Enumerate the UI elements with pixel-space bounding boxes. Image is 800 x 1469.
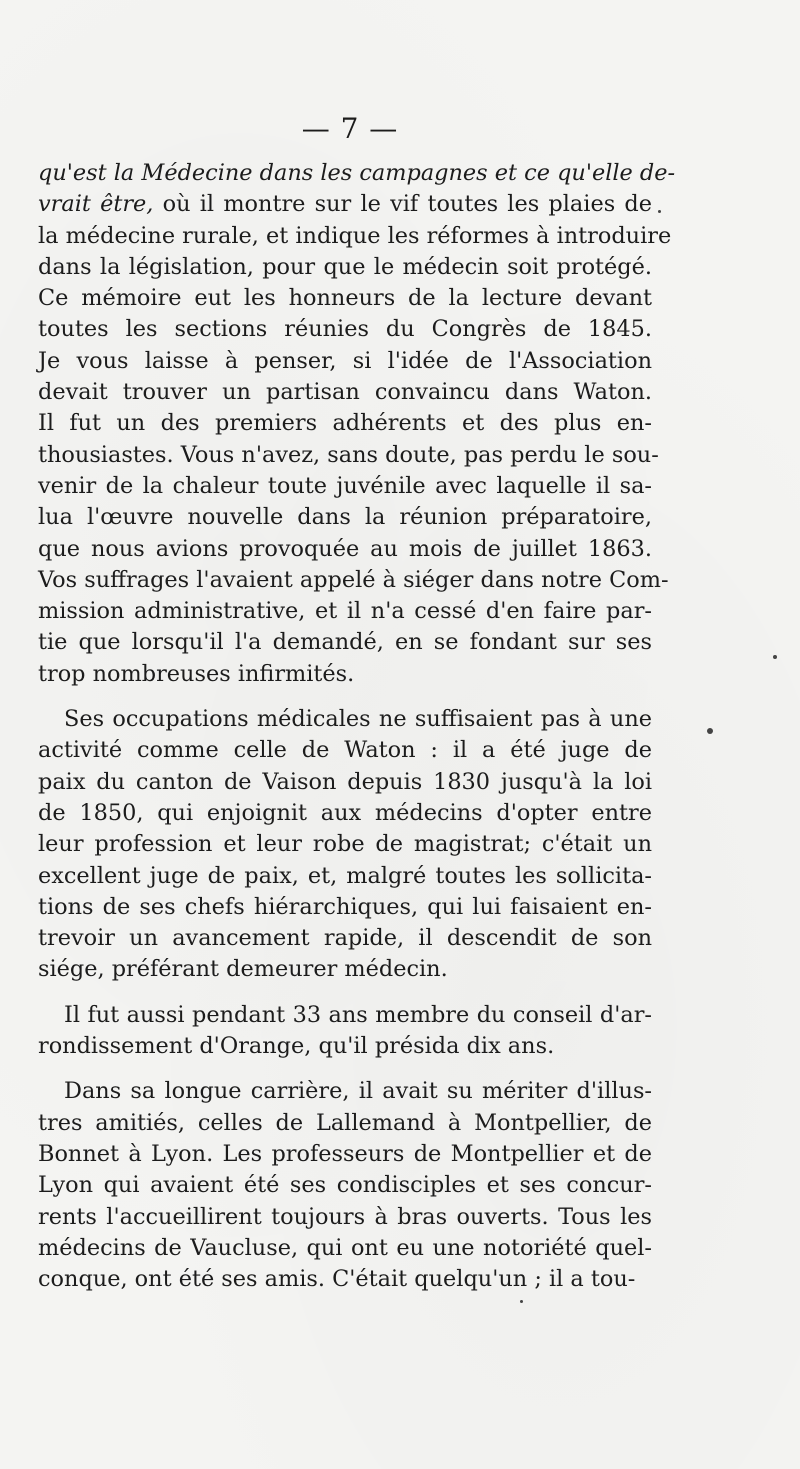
line-text: Vos suffrages l'avaient appelé à siéger dans notre Com- bbox=[38, 566, 669, 593]
text-line bbox=[38, 704, 652, 735]
line-text: siége, préférant demeurer médecin. bbox=[38, 956, 448, 983]
text-line bbox=[38, 829, 652, 860]
text-line bbox=[38, 596, 652, 627]
italic-title: qu'est la Médecine dans les campagnes et ce qu'elle de- bbox=[38, 160, 676, 186]
paper-speck bbox=[773, 655, 777, 659]
text-line bbox=[38, 923, 652, 954]
line-text: Dans sa longue carrière, il avait su mériter d'illus- bbox=[64, 1078, 652, 1105]
line-text: tions de ses chefs hiérarchiques, qui lui faisaient en- bbox=[38, 893, 652, 920]
line-text: Ce mémoire eut les honneurs de la lecture devant bbox=[38, 285, 652, 312]
text-line bbox=[38, 471, 652, 502]
text-line bbox=[38, 408, 652, 439]
text-line bbox=[38, 1264, 652, 1295]
body-text bbox=[38, 158, 676, 1295]
line-text: la médecine rurale, et indique les réformes à introduire bbox=[38, 222, 672, 249]
paragraph-gap bbox=[38, 986, 652, 1000]
line-text: trop nombreuses infirmités. bbox=[38, 660, 355, 687]
text-line bbox=[38, 1108, 652, 1139]
text-line bbox=[38, 735, 652, 766]
paper-speck bbox=[520, 1300, 523, 1303]
text-line bbox=[38, 1000, 652, 1031]
line-text: Ses occupations médicales ne suffisaient pas à une bbox=[64, 706, 652, 733]
page-number: — 7 — bbox=[301, 112, 399, 145]
line-text: thousiastes. Vous n'avez, sans doute, pas perdu le sou- bbox=[38, 441, 659, 468]
text-line bbox=[38, 346, 652, 377]
paragraph bbox=[38, 1076, 652, 1295]
text-line bbox=[38, 659, 652, 690]
text-line bbox=[38, 502, 652, 533]
text-line bbox=[38, 954, 652, 985]
text-line bbox=[38, 221, 672, 252]
text-line bbox=[38, 798, 652, 829]
text-line bbox=[38, 158, 676, 189]
text-line bbox=[38, 1233, 652, 1264]
paragraph bbox=[38, 1000, 652, 1063]
line-text: de 1850, qui enjoignit aux médecins d'opter entre bbox=[38, 799, 652, 826]
line-text: que nous avions provoquée au mois de juillet 1863. bbox=[38, 535, 652, 562]
line-text: leur profession et leur robe de magistrat; c'était un bbox=[38, 831, 652, 858]
paragraph bbox=[38, 704, 652, 986]
line-text: activité comme celle de Waton : il a été juge de bbox=[38, 737, 652, 764]
line-text: trevoir un avancement rapide, il descendit de son bbox=[38, 925, 652, 952]
line-text: rondissement d'Orange, qu'il présida dix ans. bbox=[38, 1033, 555, 1060]
line-text: excellent juge de paix, et, malgré toutes les sollicita- bbox=[38, 862, 652, 889]
text-line bbox=[38, 565, 669, 596]
line-text: venir de la chaleur toute juvénile avec laquelle il sa- bbox=[38, 472, 652, 499]
line-text: Il fut aussi pendant 33 ans membre du conseil d'ar- bbox=[64, 1001, 652, 1028]
text-line bbox=[38, 1202, 652, 1233]
paper-speck bbox=[707, 728, 713, 734]
line-text: Lyon qui avaient été ses condisciples et ses concur- bbox=[38, 1172, 652, 1199]
line-text: dans la législation, pour que le médecin soit protégé. bbox=[38, 253, 652, 280]
line-text: mission administrative, et il n'a cessé d'en faire par- bbox=[38, 598, 652, 625]
line-text: médecins de Vaucluse, qui ont eu une notoriété quel- bbox=[38, 1234, 652, 1261]
text-line bbox=[38, 1170, 652, 1201]
line-text: tres amitiés, celles de Lallemand à Montpellier, de bbox=[38, 1109, 652, 1136]
line-text: Bonnet à Lyon. Les professeurs de Montpellier et de bbox=[38, 1140, 652, 1167]
paragraph-gap bbox=[38, 1062, 652, 1076]
text-line bbox=[38, 1031, 652, 1062]
line-text: tie que lorsqu'il l'a demandé, en se fondant sur ses bbox=[38, 629, 652, 656]
text-line bbox=[38, 1139, 652, 1170]
line-text: lua l'œuvre nouvelle dans la réunion préparatoire, bbox=[38, 504, 652, 531]
text-line bbox=[38, 283, 652, 314]
paragraph-gap bbox=[38, 690, 652, 704]
line-text: Je vous laisse à penser, si l'idée de l'Association bbox=[38, 347, 652, 374]
text-line bbox=[38, 377, 652, 408]
text-line bbox=[38, 252, 652, 283]
line-text: Il fut un des premiers adhérents et des plus en- bbox=[38, 410, 652, 437]
line-text: conque, ont été ses amis. C'était quelqu'un ; il a tou- bbox=[38, 1266, 636, 1293]
italic-title: vrait être, bbox=[38, 191, 154, 218]
line-text: rents l'accueillirent toujours à bras ouverts. Tous les bbox=[38, 1203, 652, 1230]
line-text: toutes les sections réunies du Congrès de 1845. bbox=[38, 316, 652, 343]
text-line bbox=[38, 314, 652, 345]
text-line bbox=[38, 1076, 652, 1107]
paper-speck bbox=[658, 210, 661, 213]
text-line bbox=[38, 627, 652, 658]
text-line bbox=[38, 767, 652, 798]
text-line bbox=[38, 892, 652, 923]
text-line bbox=[38, 189, 652, 220]
text-line bbox=[38, 534, 652, 565]
line-text: paix du canton de Vaison depuis 1830 jusqu'à la loi bbox=[38, 768, 652, 795]
paragraph bbox=[38, 158, 676, 690]
text-line bbox=[38, 861, 652, 892]
text-line bbox=[38, 440, 659, 471]
line-text: où il montre sur le vif toutes les plaies de bbox=[153, 191, 652, 218]
line-text: devait trouver un partisan convaincu dans Waton. bbox=[38, 379, 652, 406]
